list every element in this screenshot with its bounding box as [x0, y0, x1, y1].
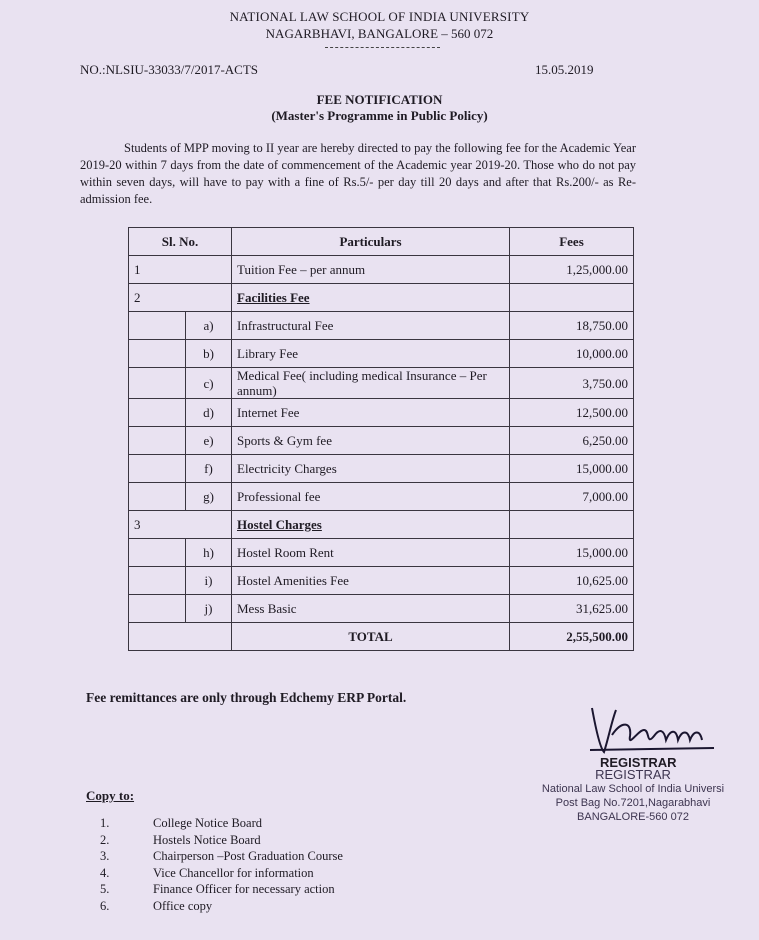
blank-cell	[129, 483, 186, 511]
fee-cell: 15,000.00	[510, 455, 634, 483]
table-row	[129, 284, 634, 312]
particular-cell: Library Fee	[232, 340, 510, 368]
total-row	[129, 623, 634, 651]
table-header-row	[129, 228, 634, 256]
section-label: Facilities Fee	[237, 289, 310, 305]
table-row	[129, 567, 634, 595]
fee-cell: 31,625.00	[510, 595, 634, 623]
registrar-signature	[582, 700, 722, 760]
header-divider	[325, 47, 440, 48]
remittance-note: Fee remittances are only through Edchemy ERP Portal.	[86, 690, 407, 705]
table-row	[129, 256, 634, 284]
table-row	[129, 340, 634, 368]
list-text: Hostels Notice Board	[153, 832, 261, 847]
particular-cell: Tuition Fee – per annum	[232, 256, 510, 284]
sub-cell: i)	[186, 567, 232, 595]
section-heading	[232, 511, 510, 539]
fee-cell: 12,500.00	[510, 399, 634, 427]
fee-cell: 3,750.00	[510, 368, 634, 399]
section-label: Hostel Charges	[237, 516, 322, 532]
sub-cell: d)	[186, 399, 232, 427]
reference-number: NO.:NLSIU-33033/7/2017-ACTS	[80, 62, 259, 77]
table-row	[129, 511, 634, 539]
header-fees: Fees	[510, 228, 634, 256]
blank-cell	[129, 623, 232, 651]
list-number: 3.	[100, 849, 110, 863]
list-text: Chairperson –Post Graduation Course	[153, 849, 343, 863]
total-label: TOTAL	[232, 623, 510, 651]
list-item	[100, 865, 343, 882]
list-number: 4.	[100, 865, 110, 880]
table-row	[129, 595, 634, 623]
fee-table	[128, 227, 634, 651]
blank-cell	[129, 567, 186, 595]
blank-cell	[129, 312, 186, 340]
sub-cell: c)	[186, 368, 232, 399]
sub-cell: b)	[186, 340, 232, 368]
stamp-line: National Law School of India Universi	[541, 783, 725, 795]
university-address: NAGARBHAVI, BANGALORE – 560 072	[265, 26, 494, 41]
blank-cell	[129, 340, 186, 368]
particular-cell: Infrastructural Fee	[232, 312, 510, 340]
list-number: 5.	[100, 882, 110, 896]
table-row	[129, 399, 634, 427]
fee-cell: 7,000.00	[510, 483, 634, 511]
sl-cell: 3	[129, 511, 232, 539]
fee-cell: 1,25,000.00	[510, 256, 634, 284]
fee-cell: 18,750.00	[510, 312, 634, 340]
header-sl-no: Sl. No.	[129, 228, 232, 256]
list-text: Vice Chancellor for information	[153, 865, 314, 880]
sub-cell: h)	[186, 539, 232, 567]
list-number: 6.	[100, 898, 110, 913]
table-row	[129, 312, 634, 340]
blank-cell	[129, 455, 186, 483]
notice-title: FEE NOTIFICATION	[316, 92, 443, 107]
notice-date: 15.05.2019	[535, 62, 594, 77]
section-heading	[232, 284, 510, 312]
particular-cell: Electricity Charges	[232, 455, 510, 483]
particular-cell: Sports & Gym fee	[232, 427, 510, 455]
blank-cell	[129, 539, 186, 567]
list-item	[100, 848, 343, 865]
particular-cell: Medical Fee( including medical Insurance – Per annum)	[232, 368, 510, 399]
total-fee: 2,55,500.00	[510, 623, 634, 651]
fee-cell: 10,000.00	[510, 340, 634, 368]
fee-cell	[510, 284, 634, 312]
list-text: Finance Officer for necessary action	[153, 882, 335, 896]
table-row	[129, 539, 634, 567]
particular-cell: Mess Basic	[232, 595, 510, 623]
notice-subtitle: (Master's Programme in Public Policy)	[271, 108, 488, 123]
fee-cell: 6,250.00	[510, 427, 634, 455]
list-item	[100, 881, 343, 898]
table-row	[129, 483, 634, 511]
table-row	[129, 455, 634, 483]
list-item	[100, 815, 343, 832]
registrar-stamp	[528, 768, 738, 824]
list-text: Office copy	[153, 898, 213, 913]
blank-cell	[129, 399, 186, 427]
sub-cell: j)	[186, 595, 232, 623]
sl-cell: 2	[129, 284, 232, 312]
list-text: College Notice Board	[153, 816, 262, 830]
list-item	[100, 832, 343, 849]
list-number: 1.	[100, 816, 110, 830]
blank-cell	[129, 595, 186, 623]
stamp-line: BANGALORE-560 072	[577, 811, 689, 823]
notice-paragraph: Students of MPP moving to II year are hereby directed to pay the following fee for the Academic Year 2019-20 within 7 days from the date of commencement of the Academic year 2019-20. Those who do not pay within seven days, will have to pay with a fine of Rs.5/- per day till 20 days and after that Rs.200/- as Re-admission fee.	[80, 141, 636, 206]
sl-cell: 1	[129, 256, 232, 284]
sub-cell: e)	[186, 427, 232, 455]
blank-cell	[129, 368, 186, 399]
particular-cell: Professional fee	[232, 483, 510, 511]
particular-cell: Hostel Amenities Fee	[232, 567, 510, 595]
stamp-line: Post Bag No.7201,Nagarabhavi	[555, 797, 711, 809]
table-row	[129, 427, 634, 455]
blank-cell	[129, 427, 186, 455]
list-item	[100, 898, 343, 915]
header-particulars: Particulars	[232, 228, 510, 256]
list-number: 2.	[100, 832, 110, 847]
table-row	[129, 368, 634, 399]
fee-cell	[510, 511, 634, 539]
sub-cell: f)	[186, 455, 232, 483]
copy-to-label: Copy to:	[86, 788, 135, 803]
particular-cell: Internet Fee	[232, 399, 510, 427]
university-name: NATIONAL LAW SCHOOL OF INDIA UNIVERSITY	[229, 9, 530, 24]
sub-cell: a)	[186, 312, 232, 340]
fee-cell: 10,625.00	[510, 567, 634, 595]
fee-cell: 15,000.00	[510, 539, 634, 567]
copy-to-list	[100, 815, 343, 914]
particular-cell: Hostel Room Rent	[232, 539, 510, 567]
stamp-title: REGISTRAR	[595, 767, 671, 782]
sub-cell: g)	[186, 483, 232, 511]
registrar-title: REGISTRAR	[600, 755, 677, 770]
